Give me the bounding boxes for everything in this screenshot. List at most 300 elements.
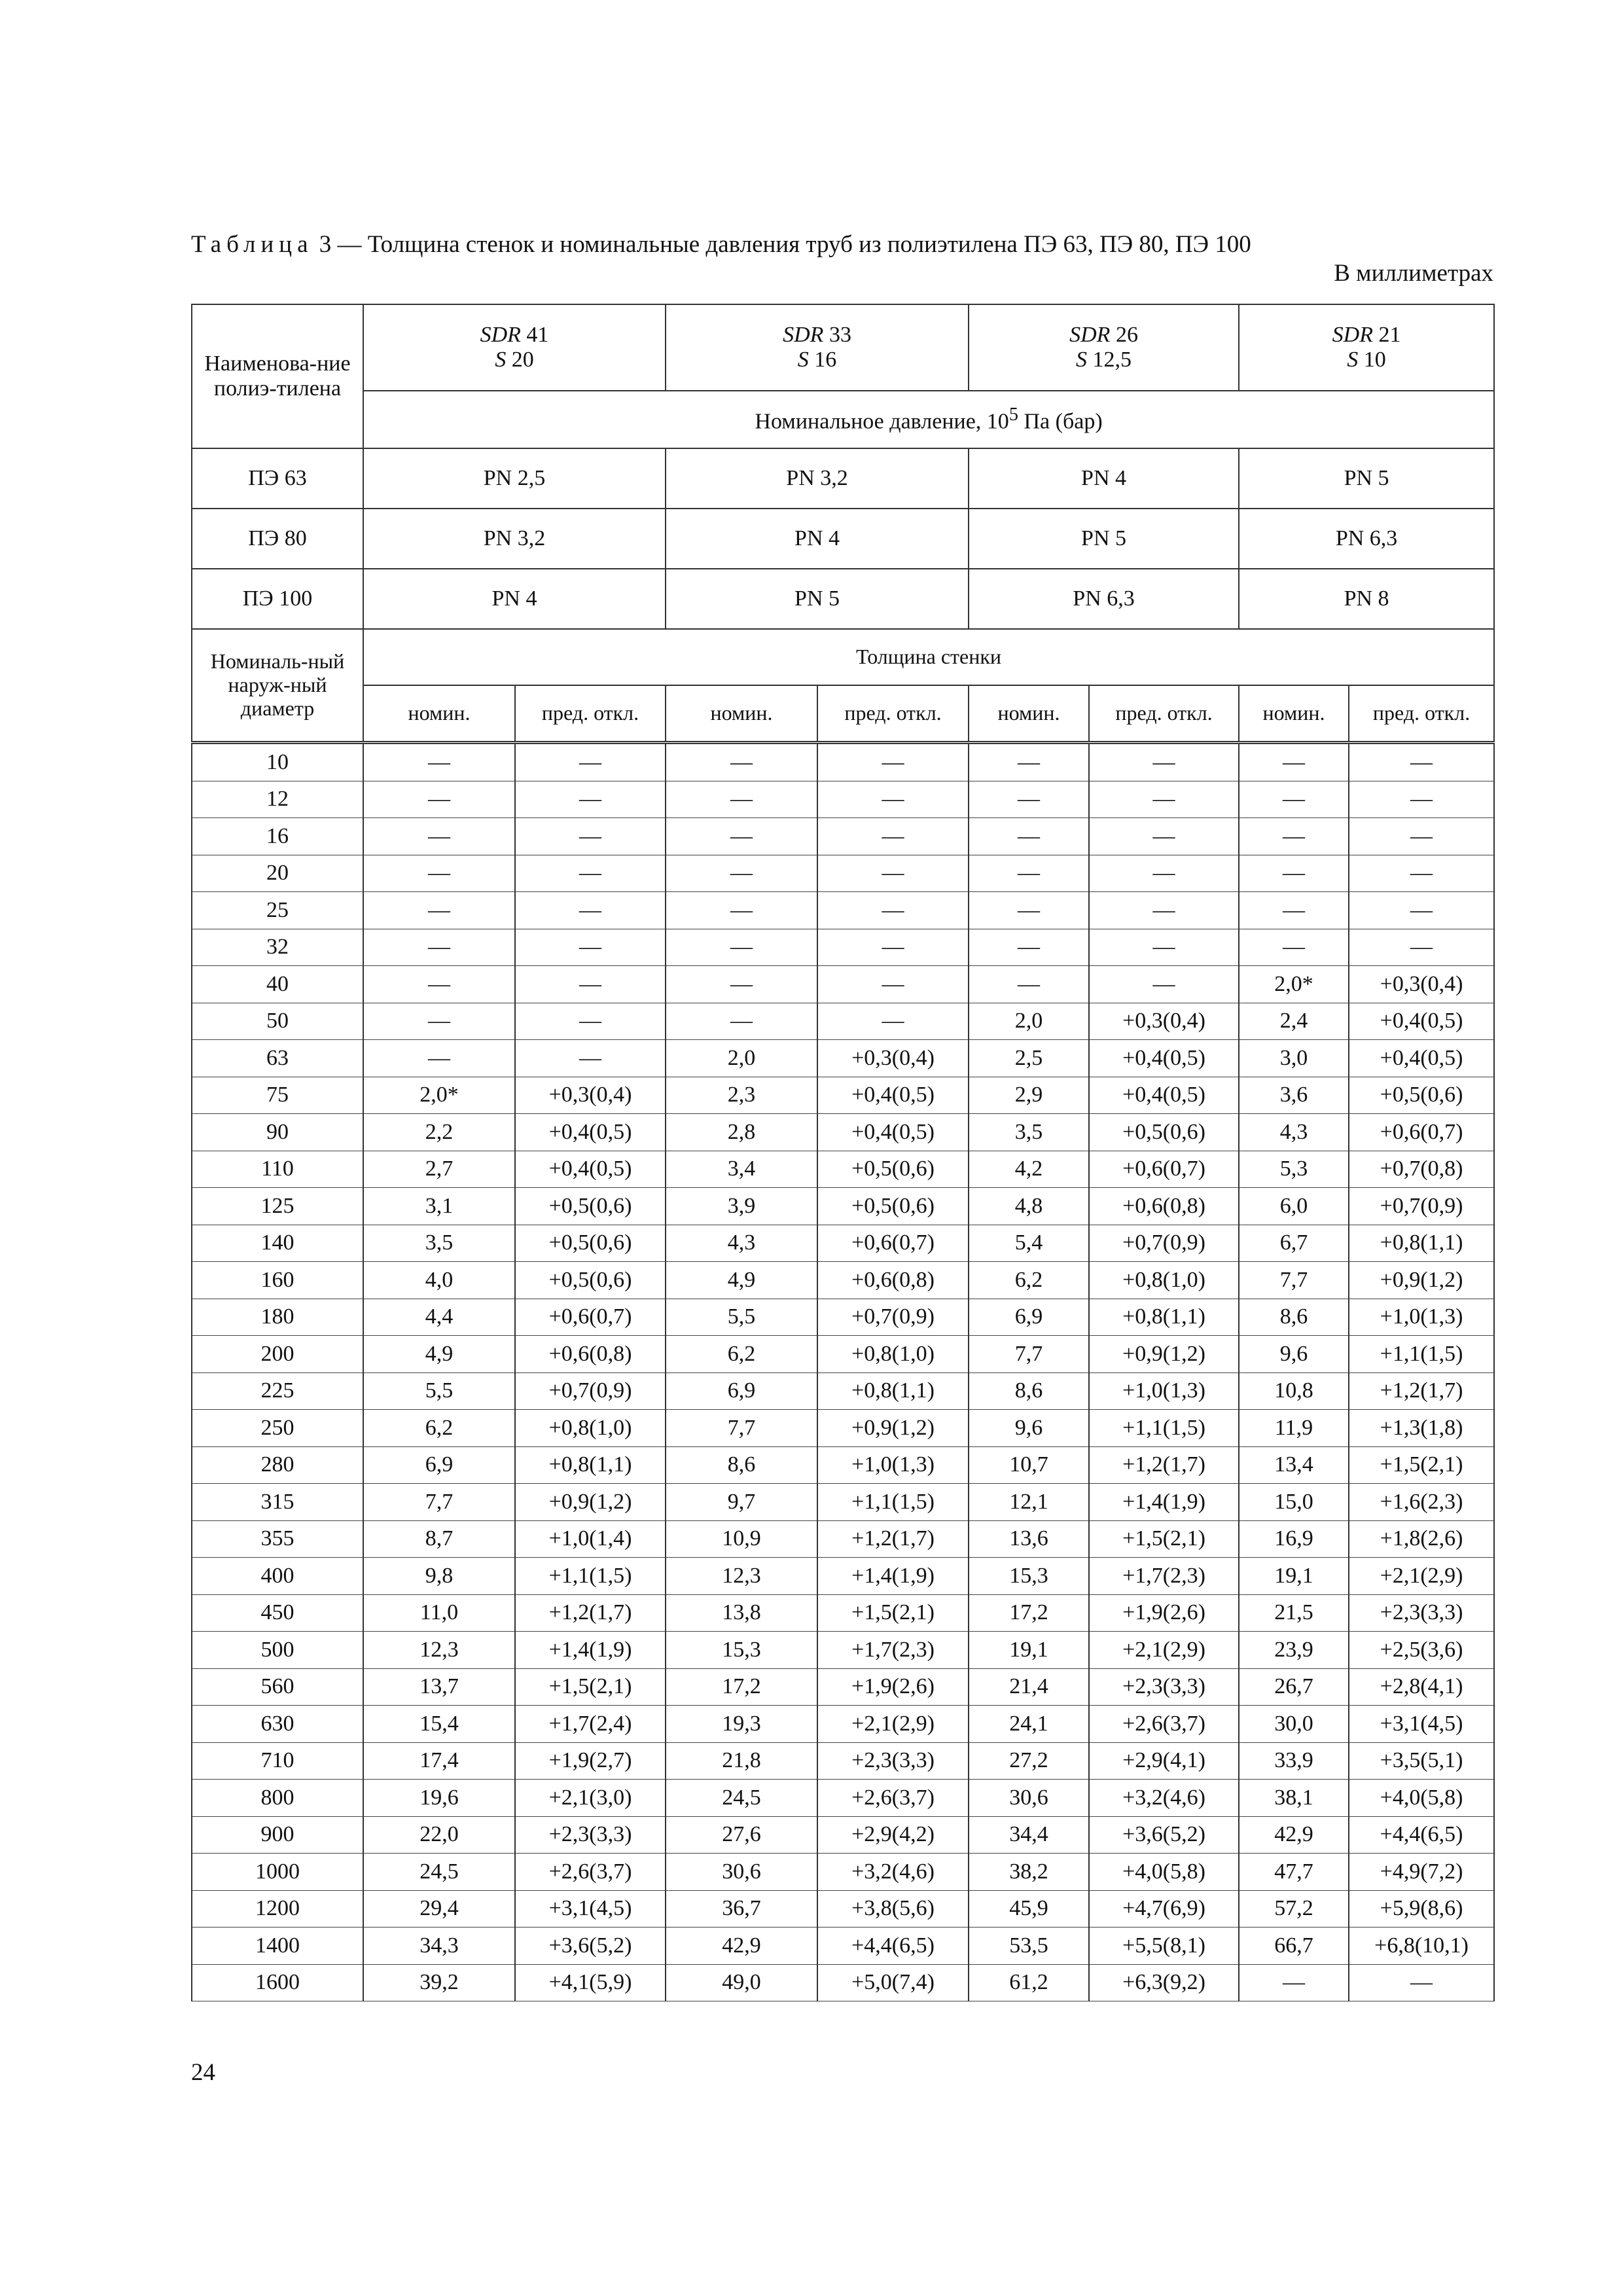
- deviation-cell: +1,3(1,8): [1349, 1410, 1494, 1447]
- pressure-cell: PN 4: [666, 509, 969, 569]
- nominal-cell: 15,4: [363, 1706, 515, 1743]
- nominal-cell: 6,2: [969, 1262, 1089, 1299]
- table-row: [192, 929, 1494, 966]
- table-row: [192, 1594, 1494, 1632]
- deviation-cell: —: [515, 892, 666, 929]
- deviation-cell: +4,9(7,2): [1349, 1854, 1494, 1891]
- deviation-cell: —: [1089, 781, 1239, 818]
- diameter-cell: 40: [192, 966, 363, 1003]
- s-label: [364, 348, 665, 372]
- table-row: [192, 743, 1494, 781]
- table-row: [192, 892, 1494, 929]
- nominal-cell: 17,4: [363, 1742, 515, 1780]
- wall-thickness-header: Толщина стенки: [363, 629, 1494, 685]
- diameter-cell: 315: [192, 1484, 363, 1521]
- deviation-cell: +1,1(1,5): [515, 1558, 666, 1595]
- pressure-rows: [192, 448, 1494, 629]
- material-cell: ПЭ 100: [192, 569, 363, 629]
- nominal-cell: 24,5: [666, 1780, 817, 1817]
- deviation-cell: +0,7(0,9): [515, 1372, 666, 1410]
- nominal-cell: 19,1: [1239, 1558, 1349, 1595]
- sdr-value: 41: [526, 322, 549, 347]
- nominal-cell: 3,4: [666, 1151, 817, 1188]
- diameter-cell: 800: [192, 1780, 363, 1817]
- deviation-cell: +1,7(2,4): [515, 1706, 666, 1743]
- nominal-cell: 33,9: [1239, 1742, 1349, 1780]
- diameter-column-header: Номиналь-ный наруж-ный диаметр: [192, 629, 363, 743]
- deviation-cell: +0,9(1,2): [515, 1484, 666, 1521]
- deviation-cell: —: [515, 743, 666, 781]
- s-prefix: S: [495, 348, 507, 372]
- nominal-cell: 12,1: [969, 1484, 1089, 1521]
- nominal-cell: 5,5: [363, 1372, 515, 1410]
- nominal-cell: 4,8: [969, 1188, 1089, 1225]
- nominal-cell: —: [666, 781, 817, 818]
- deviation-cell: +3,2(4,6): [817, 1854, 969, 1891]
- nominal-cell: 38,2: [969, 1854, 1089, 1891]
- nominal-cell: —: [969, 781, 1089, 818]
- nominal-cell: 24,5: [363, 1854, 515, 1891]
- diameter-cell: 63: [192, 1040, 363, 1077]
- deviation-cell: —: [1349, 743, 1494, 781]
- nominal-cell: 2,8: [666, 1114, 817, 1151]
- wall-header: [192, 629, 1494, 743]
- nominal-cell: 15,3: [969, 1558, 1089, 1595]
- deviation-cell: +3,1(4,5): [515, 1890, 666, 1928]
- table-caption: [191, 230, 1493, 288]
- nominal-cell: —: [363, 855, 515, 892]
- sdr-header-1: [666, 304, 969, 391]
- table-row: [192, 1077, 1494, 1114]
- pressure-cell: PN 6,3: [1239, 509, 1494, 569]
- nominal-cell: 8,6: [1239, 1299, 1349, 1336]
- table-row: [192, 1632, 1494, 1669]
- nominal-subheader: номин.: [666, 685, 817, 743]
- deviation-cell: +0,4(0,5): [1349, 1040, 1494, 1077]
- nominal-cell: 5,5: [666, 1299, 817, 1336]
- deviation-cell: +0,8(1,1): [1089, 1299, 1239, 1336]
- nominal-cell: 23,9: [1239, 1632, 1349, 1669]
- table-row: [192, 966, 1494, 1003]
- header-row-pressure: [192, 391, 1494, 448]
- deviation-subheader: пред. откл.: [515, 685, 666, 743]
- deviation-cell: +2,6(3,7): [817, 1780, 969, 1817]
- nominal-cell: 21,8: [666, 1742, 817, 1780]
- nominal-cell: 27,6: [666, 1816, 817, 1854]
- deviation-cell: —: [1089, 929, 1239, 966]
- caption-label: Таблица: [191, 231, 313, 258]
- deviation-cell: +0,6(0,7): [515, 1299, 666, 1336]
- nominal-subheader: номин.: [969, 685, 1089, 743]
- deviation-cell: +4,0(5,8): [1089, 1854, 1239, 1891]
- diameter-cell: 280: [192, 1446, 363, 1484]
- nominal-cell: 21,5: [1239, 1594, 1349, 1632]
- diameter-cell: 355: [192, 1520, 363, 1558]
- deviation-cell: +0,3(0,4): [515, 1077, 666, 1114]
- deviation-subheader: пред. откл.: [1349, 685, 1494, 743]
- nominal-cell: 3,1: [363, 1188, 515, 1225]
- diameter-cell: 500: [192, 1632, 363, 1669]
- nominal-cell: 2,0: [969, 1003, 1089, 1040]
- nominal-cell: 36,7: [666, 1890, 817, 1928]
- nominal-cell: —: [666, 818, 817, 855]
- nominal-cell: —: [666, 743, 817, 781]
- deviation-cell: +2,5(3,6): [1349, 1632, 1494, 1669]
- sdr-value: 21: [1378, 322, 1401, 347]
- nominal-cell: 42,9: [666, 1928, 817, 1965]
- deviation-cell: +3,2(4,6): [1089, 1780, 1239, 1817]
- page-number: 24: [191, 2059, 215, 2086]
- sdr-label: [364, 323, 665, 348]
- diameter-cell: 200: [192, 1336, 363, 1373]
- nominal-cell: 7,7: [1239, 1262, 1349, 1299]
- deviation-cell: +0,8(1,0): [817, 1336, 969, 1373]
- deviation-cell: +0,4(0,5): [515, 1114, 666, 1151]
- table-row: [192, 1446, 1494, 1484]
- deviation-cell: +0,6(0,7): [1089, 1151, 1239, 1188]
- table-row: [192, 1151, 1494, 1188]
- caption-text: 3 — Толщина стенок и номинальные давления труб из полиэтилена ПЭ 63, ПЭ 80, ПЭ 100: [319, 231, 1251, 258]
- nominal-cell: 5,4: [969, 1225, 1089, 1262]
- pressure-cell: PN 6,3: [969, 569, 1239, 629]
- nominal-cell: —: [363, 781, 515, 818]
- nominal-cell: 16,9: [1239, 1520, 1349, 1558]
- nominal-cell: 6,9: [969, 1299, 1089, 1336]
- nominal-cell: 22,0: [363, 1816, 515, 1854]
- nominal-cell: —: [1239, 743, 1349, 781]
- nominal-cell: —: [1239, 818, 1349, 855]
- material-cell: ПЭ 63: [192, 448, 363, 509]
- pressure-cell: PN 5: [969, 509, 1239, 569]
- deviation-cell: +2,1(3,0): [515, 1780, 666, 1817]
- s-prefix: S: [797, 348, 809, 372]
- diameter-cell: 32: [192, 929, 363, 966]
- deviation-cell: —: [817, 929, 969, 966]
- s-value: 10: [1363, 348, 1386, 372]
- deviation-cell: +5,5(8,1): [1089, 1928, 1239, 1965]
- nominal-cell: —: [969, 892, 1089, 929]
- data-rows: [192, 743, 1494, 2001]
- nominal-cell: 27,2: [969, 1742, 1089, 1780]
- nominal-cell: 10,9: [666, 1520, 817, 1558]
- deviation-cell: +1,1(1,5): [1349, 1336, 1494, 1373]
- nominal-cell: —: [1239, 781, 1349, 818]
- deviation-cell: +0,4(0,5): [1349, 1003, 1494, 1040]
- nominal-cell: 10,8: [1239, 1372, 1349, 1410]
- s-label: [666, 348, 968, 372]
- nominal-cell: 53,5: [969, 1928, 1089, 1965]
- pressure-unit: Па (бар): [1018, 409, 1103, 434]
- deviation-cell: +2,1(2,9): [817, 1706, 969, 1743]
- deviation-cell: —: [515, 1003, 666, 1040]
- pressure-row: [192, 448, 1494, 509]
- deviation-cell: +0,7(0,9): [1089, 1225, 1239, 1262]
- nominal-cell: 15,3: [666, 1632, 817, 1669]
- deviation-cell: +2,3(3,3): [1089, 1668, 1239, 1706]
- deviation-cell: +1,0(1,3): [1089, 1372, 1239, 1410]
- diameter-cell: 140: [192, 1225, 363, 1262]
- diameter-cell: 1200: [192, 1890, 363, 1928]
- deviation-cell: +1,0(1,4): [515, 1520, 666, 1558]
- deviation-cell: +0,9(1,2): [817, 1410, 969, 1447]
- deviation-cell: +1,0(1,3): [817, 1446, 969, 1484]
- table-row: [192, 1520, 1494, 1558]
- deviation-cell: —: [1349, 855, 1494, 892]
- nominal-cell: 4,9: [363, 1336, 515, 1373]
- nominal-cell: 2,2: [363, 1114, 515, 1151]
- nominal-cell: —: [969, 929, 1089, 966]
- nominal-cell: 2,5: [969, 1040, 1089, 1077]
- nominal-cell: 4,2: [969, 1151, 1089, 1188]
- nominal-pressure-header: [363, 391, 1494, 448]
- table-row: [192, 1706, 1494, 1743]
- deviation-cell: +1,9(2,7): [515, 1742, 666, 1780]
- nominal-cell: —: [363, 892, 515, 929]
- diameter-cell: 630: [192, 1706, 363, 1743]
- deviation-cell: —: [1089, 855, 1239, 892]
- deviation-cell: +0,5(0,6): [515, 1188, 666, 1225]
- deviation-cell: +0,3(0,4): [817, 1040, 969, 1077]
- deviation-cell: +0,8(1,0): [1089, 1262, 1239, 1299]
- nominal-cell: 5,3: [1239, 1151, 1349, 1188]
- deviation-cell: —: [817, 892, 969, 929]
- deviation-cell: +0,7(0,9): [1349, 1188, 1494, 1225]
- table-row: [192, 1003, 1494, 1040]
- diameter-cell: 400: [192, 1558, 363, 1595]
- nominal-cell: 2,9: [969, 1077, 1089, 1114]
- s-label: [1240, 348, 1493, 372]
- deviation-cell: +2,1(2,9): [1089, 1632, 1239, 1669]
- nominal-cell: —: [363, 743, 515, 781]
- header-row-sub: [192, 685, 1494, 743]
- pressure-cell: PN 3,2: [363, 509, 666, 569]
- table-row: [192, 1558, 1494, 1595]
- nominal-cell: 30,6: [666, 1854, 817, 1891]
- s-value: 20: [511, 348, 534, 372]
- deviation-cell: +0,5(0,6): [515, 1262, 666, 1299]
- deviation-cell: +1,9(2,6): [1089, 1594, 1239, 1632]
- nominal-cell: 34,4: [969, 1816, 1089, 1854]
- nominal-cell: 4,3: [666, 1225, 817, 1262]
- table-row: [192, 1262, 1494, 1299]
- deviation-cell: +1,6(2,3): [1349, 1484, 1494, 1521]
- nominal-cell: —: [969, 966, 1089, 1003]
- deviation-cell: +0,3(0,4): [1089, 1003, 1239, 1040]
- nominal-cell: —: [666, 1003, 817, 1040]
- s-value: 12,5: [1092, 348, 1132, 372]
- deviation-cell: +1,5(2,1): [1089, 1520, 1239, 1558]
- deviation-cell: —: [1089, 743, 1239, 781]
- header-row-wall: [192, 629, 1494, 685]
- table-row: [192, 1816, 1494, 1854]
- deviation-cell: +0,6(0,8): [817, 1262, 969, 1299]
- diameter-cell: 225: [192, 1372, 363, 1410]
- table-row: [192, 781, 1494, 818]
- sdr-prefix: SDR: [1332, 322, 1373, 347]
- deviation-cell: +0,5(0,6): [1089, 1114, 1239, 1151]
- sdr-prefix: SDR: [1069, 322, 1111, 347]
- sdr-prefix: SDR: [480, 322, 521, 347]
- nominal-cell: —: [363, 1003, 515, 1040]
- nominal-cell: 7,7: [363, 1484, 515, 1521]
- deviation-cell: +3,1(4,5): [1349, 1706, 1494, 1743]
- deviation-cell: +1,7(2,3): [1089, 1558, 1239, 1595]
- nominal-cell: 7,7: [969, 1336, 1089, 1373]
- nominal-cell: 6,7: [1239, 1225, 1349, 1262]
- nominal-cell: —: [363, 1040, 515, 1077]
- table-row: [192, 1780, 1494, 1817]
- pressure-cell: PN 4: [363, 569, 666, 629]
- diameter-cell: 160: [192, 1262, 363, 1299]
- table-header: [192, 304, 1494, 448]
- table-row: [192, 1336, 1494, 1373]
- nominal-subheader: номин.: [363, 685, 515, 743]
- material-cell: ПЭ 80: [192, 509, 363, 569]
- deviation-cell: +2,9(4,2): [817, 1816, 969, 1854]
- deviation-cell: +0,9(1,2): [1349, 1262, 1494, 1299]
- nominal-cell: 19,1: [969, 1632, 1089, 1669]
- deviation-cell: +0,7(0,9): [817, 1299, 969, 1336]
- deviation-subheader: пред. откл.: [817, 685, 969, 743]
- nominal-cell: —: [1239, 1964, 1349, 2001]
- deviation-cell: +3,6(5,2): [1089, 1816, 1239, 1854]
- deviation-cell: —: [1349, 892, 1494, 929]
- deviation-cell: —: [515, 818, 666, 855]
- diameter-cell: 75: [192, 1077, 363, 1114]
- nominal-cell: 4,3: [1239, 1114, 1349, 1151]
- table-row: [192, 1114, 1494, 1151]
- diameter-cell: 710: [192, 1742, 363, 1780]
- deviation-cell: +4,4(6,5): [1349, 1816, 1494, 1854]
- nominal-cell: 45,9: [969, 1890, 1089, 1928]
- diameter-cell: 50: [192, 1003, 363, 1040]
- s-prefix: S: [1076, 348, 1088, 372]
- diameter-cell: 1600: [192, 1964, 363, 2001]
- nominal-cell: 9,7: [666, 1484, 817, 1521]
- nominal-cell: 2,7: [363, 1151, 515, 1188]
- deviation-cell: +0,5(0,6): [817, 1188, 969, 1225]
- deviation-cell: +2,3(3,3): [817, 1742, 969, 1780]
- deviation-cell: —: [515, 1040, 666, 1077]
- nominal-cell: —: [363, 966, 515, 1003]
- nominal-cell: 4,9: [666, 1262, 817, 1299]
- deviation-cell: +1,4(1,9): [1089, 1484, 1239, 1521]
- sdr-header-2: [969, 304, 1239, 391]
- deviation-cell: —: [817, 855, 969, 892]
- table-row: [192, 1668, 1494, 1706]
- nominal-cell: 13,6: [969, 1520, 1089, 1558]
- pipe-wall-table: [191, 304, 1495, 2001]
- deviation-cell: +6,8(10,1): [1349, 1928, 1494, 1965]
- deviation-cell: —: [1089, 818, 1239, 855]
- diameter-cell: 1400: [192, 1928, 363, 1965]
- nominal-cell: 11,9: [1239, 1410, 1349, 1447]
- deviation-cell: +1,4(1,9): [515, 1632, 666, 1669]
- nominal-cell: 61,2: [969, 1964, 1089, 2001]
- nominal-cell: 9,6: [969, 1410, 1089, 1447]
- deviation-cell: +1,2(1,7): [515, 1594, 666, 1632]
- nominal-cell: —: [969, 743, 1089, 781]
- sdr-label: [1240, 323, 1493, 348]
- nominal-cell: 11,0: [363, 1594, 515, 1632]
- nominal-cell: 12,3: [666, 1558, 817, 1595]
- deviation-cell: +1,1(1,5): [1089, 1410, 1239, 1447]
- deviation-cell: +1,2(1,7): [817, 1520, 969, 1558]
- table-row: [192, 1225, 1494, 1262]
- nominal-cell: 24,1: [969, 1706, 1089, 1743]
- deviation-cell: +0,8(1,0): [515, 1410, 666, 1447]
- deviation-cell: +0,7(0,8): [1349, 1151, 1494, 1188]
- table-row: [192, 1890, 1494, 1928]
- deviation-cell: +0,4(0,5): [1089, 1077, 1239, 1114]
- nominal-cell: 57,2: [1239, 1890, 1349, 1928]
- table-row: [192, 1854, 1494, 1891]
- nominal-cell: 47,7: [1239, 1854, 1349, 1891]
- nominal-cell: 3,6: [1239, 1077, 1349, 1114]
- s-label: [969, 348, 1238, 372]
- table-row: [192, 1742, 1494, 1780]
- deviation-cell: +0,4(0,5): [515, 1151, 666, 1188]
- deviation-cell: —: [1089, 966, 1239, 1003]
- nominal-cell: 2,0*: [1239, 966, 1349, 1003]
- nominal-cell: 8,6: [969, 1372, 1089, 1410]
- table-row: [192, 1372, 1494, 1410]
- pressure-cell: PN 5: [1239, 448, 1494, 509]
- nominal-cell: 13,7: [363, 1668, 515, 1706]
- nominal-cell: 34,3: [363, 1928, 515, 1965]
- deviation-cell: +2,1(2,9): [1349, 1558, 1494, 1595]
- deviation-cell: —: [817, 1003, 969, 1040]
- nominal-cell: —: [666, 892, 817, 929]
- nominal-cell: 21,4: [969, 1668, 1089, 1706]
- table-row: [192, 855, 1494, 892]
- sdr-label: [969, 323, 1238, 348]
- sdr-label: [666, 323, 968, 348]
- deviation-cell: —: [817, 818, 969, 855]
- pressure-cell: PN 8: [1239, 569, 1494, 629]
- sdr-header-3: [1239, 304, 1494, 391]
- nominal-cell: 6,0: [1239, 1188, 1349, 1225]
- nominal-cell: —: [1239, 855, 1349, 892]
- nominal-cell: 29,4: [363, 1890, 515, 1928]
- diameter-cell: 125: [192, 1188, 363, 1225]
- deviation-cell: +0,8(1,1): [1349, 1225, 1494, 1262]
- diameter-cell: 12: [192, 781, 363, 818]
- deviation-cell: +1,2(1,7): [1089, 1446, 1239, 1484]
- deviation-cell: +1,2(1,7): [1349, 1372, 1494, 1410]
- sdr-value: 26: [1115, 322, 1138, 347]
- deviation-cell: +0,4(0,5): [817, 1077, 969, 1114]
- deviation-cell: +2,3(3,3): [1349, 1594, 1494, 1632]
- pressure-exponent: 5: [1008, 404, 1018, 425]
- deviation-cell: +1,5(2,1): [1349, 1446, 1494, 1484]
- nominal-cell: 30,6: [969, 1780, 1089, 1817]
- deviation-cell: +5,9(8,6): [1349, 1890, 1494, 1928]
- deviation-cell: +4,7(6,9): [1089, 1890, 1239, 1928]
- deviation-cell: +3,8(5,6): [817, 1890, 969, 1928]
- nominal-cell: 13,4: [1239, 1446, 1349, 1484]
- deviation-cell: +0,6(0,7): [817, 1225, 969, 1262]
- nominal-cell: 3,0: [1239, 1040, 1349, 1077]
- nominal-cell: 8,6: [666, 1446, 817, 1484]
- deviation-cell: +1,8(2,6): [1349, 1520, 1494, 1558]
- deviation-cell: +0,4(0,5): [1089, 1040, 1239, 1077]
- nominal-cell: —: [666, 966, 817, 1003]
- nominal-cell: 3,5: [969, 1114, 1089, 1151]
- material-column-header: Наименова-ние полиэ-тилена: [192, 304, 363, 448]
- nominal-cell: 66,7: [1239, 1928, 1349, 1965]
- nominal-cell: 2,3: [666, 1077, 817, 1114]
